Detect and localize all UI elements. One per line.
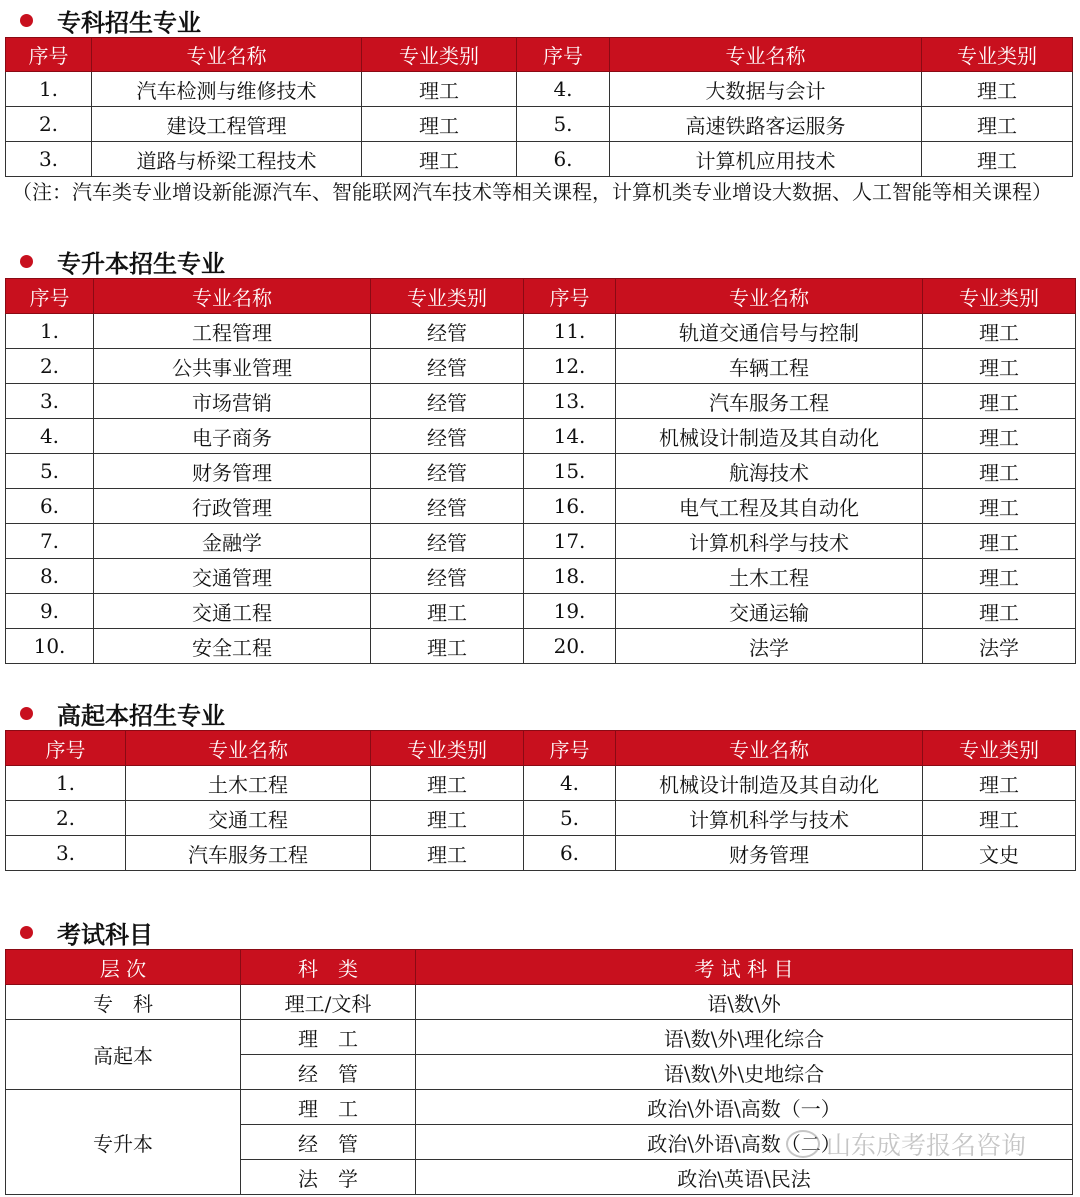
- category-cell: 理工: [371, 629, 524, 664]
- index-cell: 4.: [524, 766, 616, 801]
- table-row: [6, 142, 1073, 177]
- category-cell: 理工: [923, 349, 1076, 384]
- bullet-icon: [20, 255, 33, 268]
- col-header: 序号: [6, 731, 126, 766]
- table-row: [6, 1090, 1073, 1125]
- col-header: 专业名称: [92, 38, 362, 72]
- index-cell: 3.: [6, 142, 92, 177]
- category-cell: 经管: [371, 454, 524, 489]
- category-cell: 理工: [923, 559, 1076, 594]
- category-cell: 经管: [371, 524, 524, 559]
- major-name-cell: 汽车服务工程: [616, 384, 923, 419]
- col-header: 专业名称: [616, 279, 923, 314]
- subjects-cell: 语\数\外\理化综合: [416, 1020, 1073, 1055]
- category-cell: 理工/文科: [241, 985, 416, 1020]
- section-heading-zhuanke: [12, 3, 201, 37]
- index-cell: 9.: [6, 594, 94, 629]
- bullet-icon: [20, 14, 33, 27]
- col-header: 层 次: [6, 950, 241, 985]
- major-name-cell: 计算机科学与技术: [616, 524, 923, 559]
- major-name-cell: 金融学: [94, 524, 371, 559]
- index-cell: 14.: [524, 419, 616, 454]
- major-name-cell: 航海技术: [616, 454, 923, 489]
- major-name-cell: 交通工程: [94, 594, 371, 629]
- table-row: [6, 489, 1076, 524]
- table-row: [6, 314, 1076, 349]
- section-title: 高起本招生专业: [57, 701, 225, 730]
- index-cell: 1.: [6, 314, 94, 349]
- category-cell: 理工: [371, 594, 524, 629]
- section-heading-exam: [12, 915, 153, 949]
- category-cell: 文史: [923, 836, 1076, 871]
- major-name-cell: 财务管理: [94, 454, 371, 489]
- col-header: 专业名称: [616, 731, 923, 766]
- index-cell: 11.: [524, 314, 616, 349]
- major-name-cell: 法学: [616, 629, 923, 664]
- category-cell: 理工: [923, 801, 1076, 836]
- category-cell: 理工: [922, 142, 1073, 177]
- category-cell: 理工: [362, 142, 517, 177]
- major-name-cell: 高速铁路客运服务: [610, 107, 922, 142]
- category-cell: 理 工: [241, 1090, 416, 1125]
- section-title: 考试科目: [57, 920, 153, 949]
- col-header: 专业名称: [94, 279, 371, 314]
- wechat-icon: [786, 1130, 820, 1158]
- index-cell: 15.: [524, 454, 616, 489]
- table-row: [6, 594, 1076, 629]
- col-header: 专业名称: [126, 731, 371, 766]
- category-cell: 经 管: [241, 1055, 416, 1090]
- major-name-cell: 计算机应用技术: [610, 142, 922, 177]
- category-cell: 理工: [362, 72, 517, 107]
- index-cell: 6.: [517, 142, 610, 177]
- major-name-cell: 工程管理: [94, 314, 371, 349]
- col-header: 序号: [6, 279, 94, 314]
- major-name-cell: 电气工程及其自动化: [616, 489, 923, 524]
- category-cell: 经管: [371, 349, 524, 384]
- category-cell: 理工: [923, 766, 1076, 801]
- index-cell: 17.: [524, 524, 616, 559]
- major-name-cell: 大数据与会计: [610, 72, 922, 107]
- index-cell: 5.: [517, 107, 610, 142]
- subjects-cell: 语\数\外\史地综合: [416, 1055, 1073, 1090]
- major-name-cell: 电子商务: [94, 419, 371, 454]
- watermark: [786, 1126, 1026, 1162]
- index-cell: 1.: [6, 766, 126, 801]
- category-cell: 理工: [362, 107, 517, 142]
- index-cell: 19.: [524, 594, 616, 629]
- major-name-cell: 车辆工程: [616, 349, 923, 384]
- table-row: [6, 107, 1073, 142]
- subjects-cell: 语\数\外: [416, 985, 1073, 1020]
- category-cell: 理工: [923, 314, 1076, 349]
- col-header: 专业类别: [362, 38, 517, 72]
- section-heading-gaoqiben: [12, 696, 225, 730]
- subjects-cell: 政治\外语\高数（二）: [416, 1125, 1073, 1160]
- index-cell: 10.: [6, 629, 94, 664]
- index-cell: 12.: [524, 349, 616, 384]
- major-name-cell: 土木工程: [126, 766, 371, 801]
- col-header: 专业类别: [923, 731, 1076, 766]
- index-cell: 16.: [524, 489, 616, 524]
- table-row: [6, 766, 1076, 801]
- category-cell: 理工: [922, 72, 1073, 107]
- subjects-cell: 政治\英语\民法: [416, 1160, 1073, 1195]
- table-row: [6, 524, 1076, 559]
- category-cell: 经 管: [241, 1125, 416, 1160]
- category-cell: 理工: [923, 594, 1076, 629]
- section-title: 专科招生专业: [57, 8, 201, 37]
- col-header: 序号: [517, 38, 610, 72]
- table-row: [6, 629, 1076, 664]
- major-name-cell: 市场营销: [94, 384, 371, 419]
- table-row: [6, 72, 1073, 107]
- index-cell: 18.: [524, 559, 616, 594]
- category-cell: 理工: [923, 384, 1076, 419]
- table-row: [6, 384, 1076, 419]
- category-cell: 经管: [371, 314, 524, 349]
- major-name-cell: 交通管理: [94, 559, 371, 594]
- col-header: 序号: [6, 38, 92, 72]
- category-cell: 理工: [371, 836, 524, 871]
- table-row: [6, 559, 1076, 594]
- major-name-cell: 行政管理: [94, 489, 371, 524]
- table-gaoqiben: [5, 730, 1076, 871]
- index-cell: 3.: [6, 384, 94, 419]
- category-cell: 理工: [923, 489, 1076, 524]
- major-name-cell: 交通工程: [126, 801, 371, 836]
- major-name-cell: 计算机科学与技术: [616, 801, 923, 836]
- major-name-cell: 汽车检测与维修技术: [92, 72, 362, 107]
- category-cell: 理工: [923, 454, 1076, 489]
- section-heading-zhuanshengben: [12, 244, 225, 278]
- note-text: （注：汽车类专业增设新能源汽车、智能联网汽车技术等相关课程，计算机类专业增设大数据、人工智能等相关课程）: [12, 180, 1052, 204]
- major-name-cell: 财务管理: [616, 836, 923, 871]
- major-name-cell: 交通运输: [616, 594, 923, 629]
- index-cell: 6.: [6, 489, 94, 524]
- col-header: 考 试 科 目: [416, 950, 1073, 985]
- col-header: 专业类别: [923, 279, 1076, 314]
- index-cell: 3.: [6, 836, 126, 871]
- category-cell: 理工: [923, 419, 1076, 454]
- index-cell: 4.: [517, 72, 610, 107]
- major-name-cell: 轨道交通信号与控制: [616, 314, 923, 349]
- category-cell: 理工: [371, 766, 524, 801]
- category-cell: 经管: [371, 489, 524, 524]
- category-cell: 法 学: [241, 1160, 416, 1195]
- bullet-icon: [20, 926, 33, 939]
- category-cell: 经管: [371, 384, 524, 419]
- level-cell: 高起本: [6, 1020, 241, 1090]
- major-name-cell: 机械设计制造及其自动化: [616, 419, 923, 454]
- category-cell: 经管: [371, 419, 524, 454]
- index-cell: 1.: [6, 72, 92, 107]
- index-cell: 7.: [6, 524, 94, 559]
- table-zhuanshengben: [5, 278, 1076, 664]
- index-cell: 6.: [524, 836, 616, 871]
- index-cell: 20.: [524, 629, 616, 664]
- category-cell: 理 工: [241, 1020, 416, 1055]
- index-cell: 5.: [6, 454, 94, 489]
- index-cell: 8.: [6, 559, 94, 594]
- table-row: [6, 985, 1073, 1020]
- col-header: 序号: [524, 731, 616, 766]
- subjects-cell: 政治\外语\高数（一）: [416, 1090, 1073, 1125]
- category-cell: 理工: [922, 107, 1073, 142]
- col-header: 序号: [524, 279, 616, 314]
- index-cell: 2.: [6, 107, 92, 142]
- table-row: [6, 801, 1076, 836]
- level-cell: 专升本: [6, 1090, 241, 1195]
- col-header: 专业类别: [371, 731, 524, 766]
- index-cell: 2.: [6, 801, 126, 836]
- col-header: 专业类别: [922, 38, 1073, 72]
- major-name-cell: 道路与桥梁工程技术: [92, 142, 362, 177]
- major-name-cell: 建设工程管理: [92, 107, 362, 142]
- major-name-cell: 机械设计制造及其自动化: [616, 766, 923, 801]
- major-name-cell: 公共事业管理: [94, 349, 371, 384]
- index-cell: 5.: [524, 801, 616, 836]
- table-row: [6, 349, 1076, 384]
- category-cell: 经管: [371, 559, 524, 594]
- major-name-cell: 安全工程: [94, 629, 371, 664]
- major-name-cell: 土木工程: [616, 559, 923, 594]
- major-name-cell: 汽车服务工程: [126, 836, 371, 871]
- table-row: [6, 1020, 1073, 1055]
- table-row: [6, 454, 1076, 489]
- bullet-icon: [20, 707, 33, 720]
- watermark-text: 山东成考报名咨询: [826, 1131, 1027, 1160]
- col-header: 专业名称: [610, 38, 922, 72]
- index-cell: 13.: [524, 384, 616, 419]
- col-header: 专业类别: [371, 279, 524, 314]
- level-cell: 专 科: [6, 985, 241, 1020]
- section-title: 专升本招生专业: [57, 249, 225, 278]
- category-cell: 理工: [923, 524, 1076, 559]
- index-cell: 2.: [6, 349, 94, 384]
- index-cell: 4.: [6, 419, 94, 454]
- table-row: [6, 836, 1076, 871]
- category-cell: 法学: [923, 629, 1076, 664]
- category-cell: 理工: [371, 801, 524, 836]
- table-zhuanke: [5, 37, 1073, 177]
- col-header: 科 类: [241, 950, 416, 985]
- table-row: [6, 419, 1076, 454]
